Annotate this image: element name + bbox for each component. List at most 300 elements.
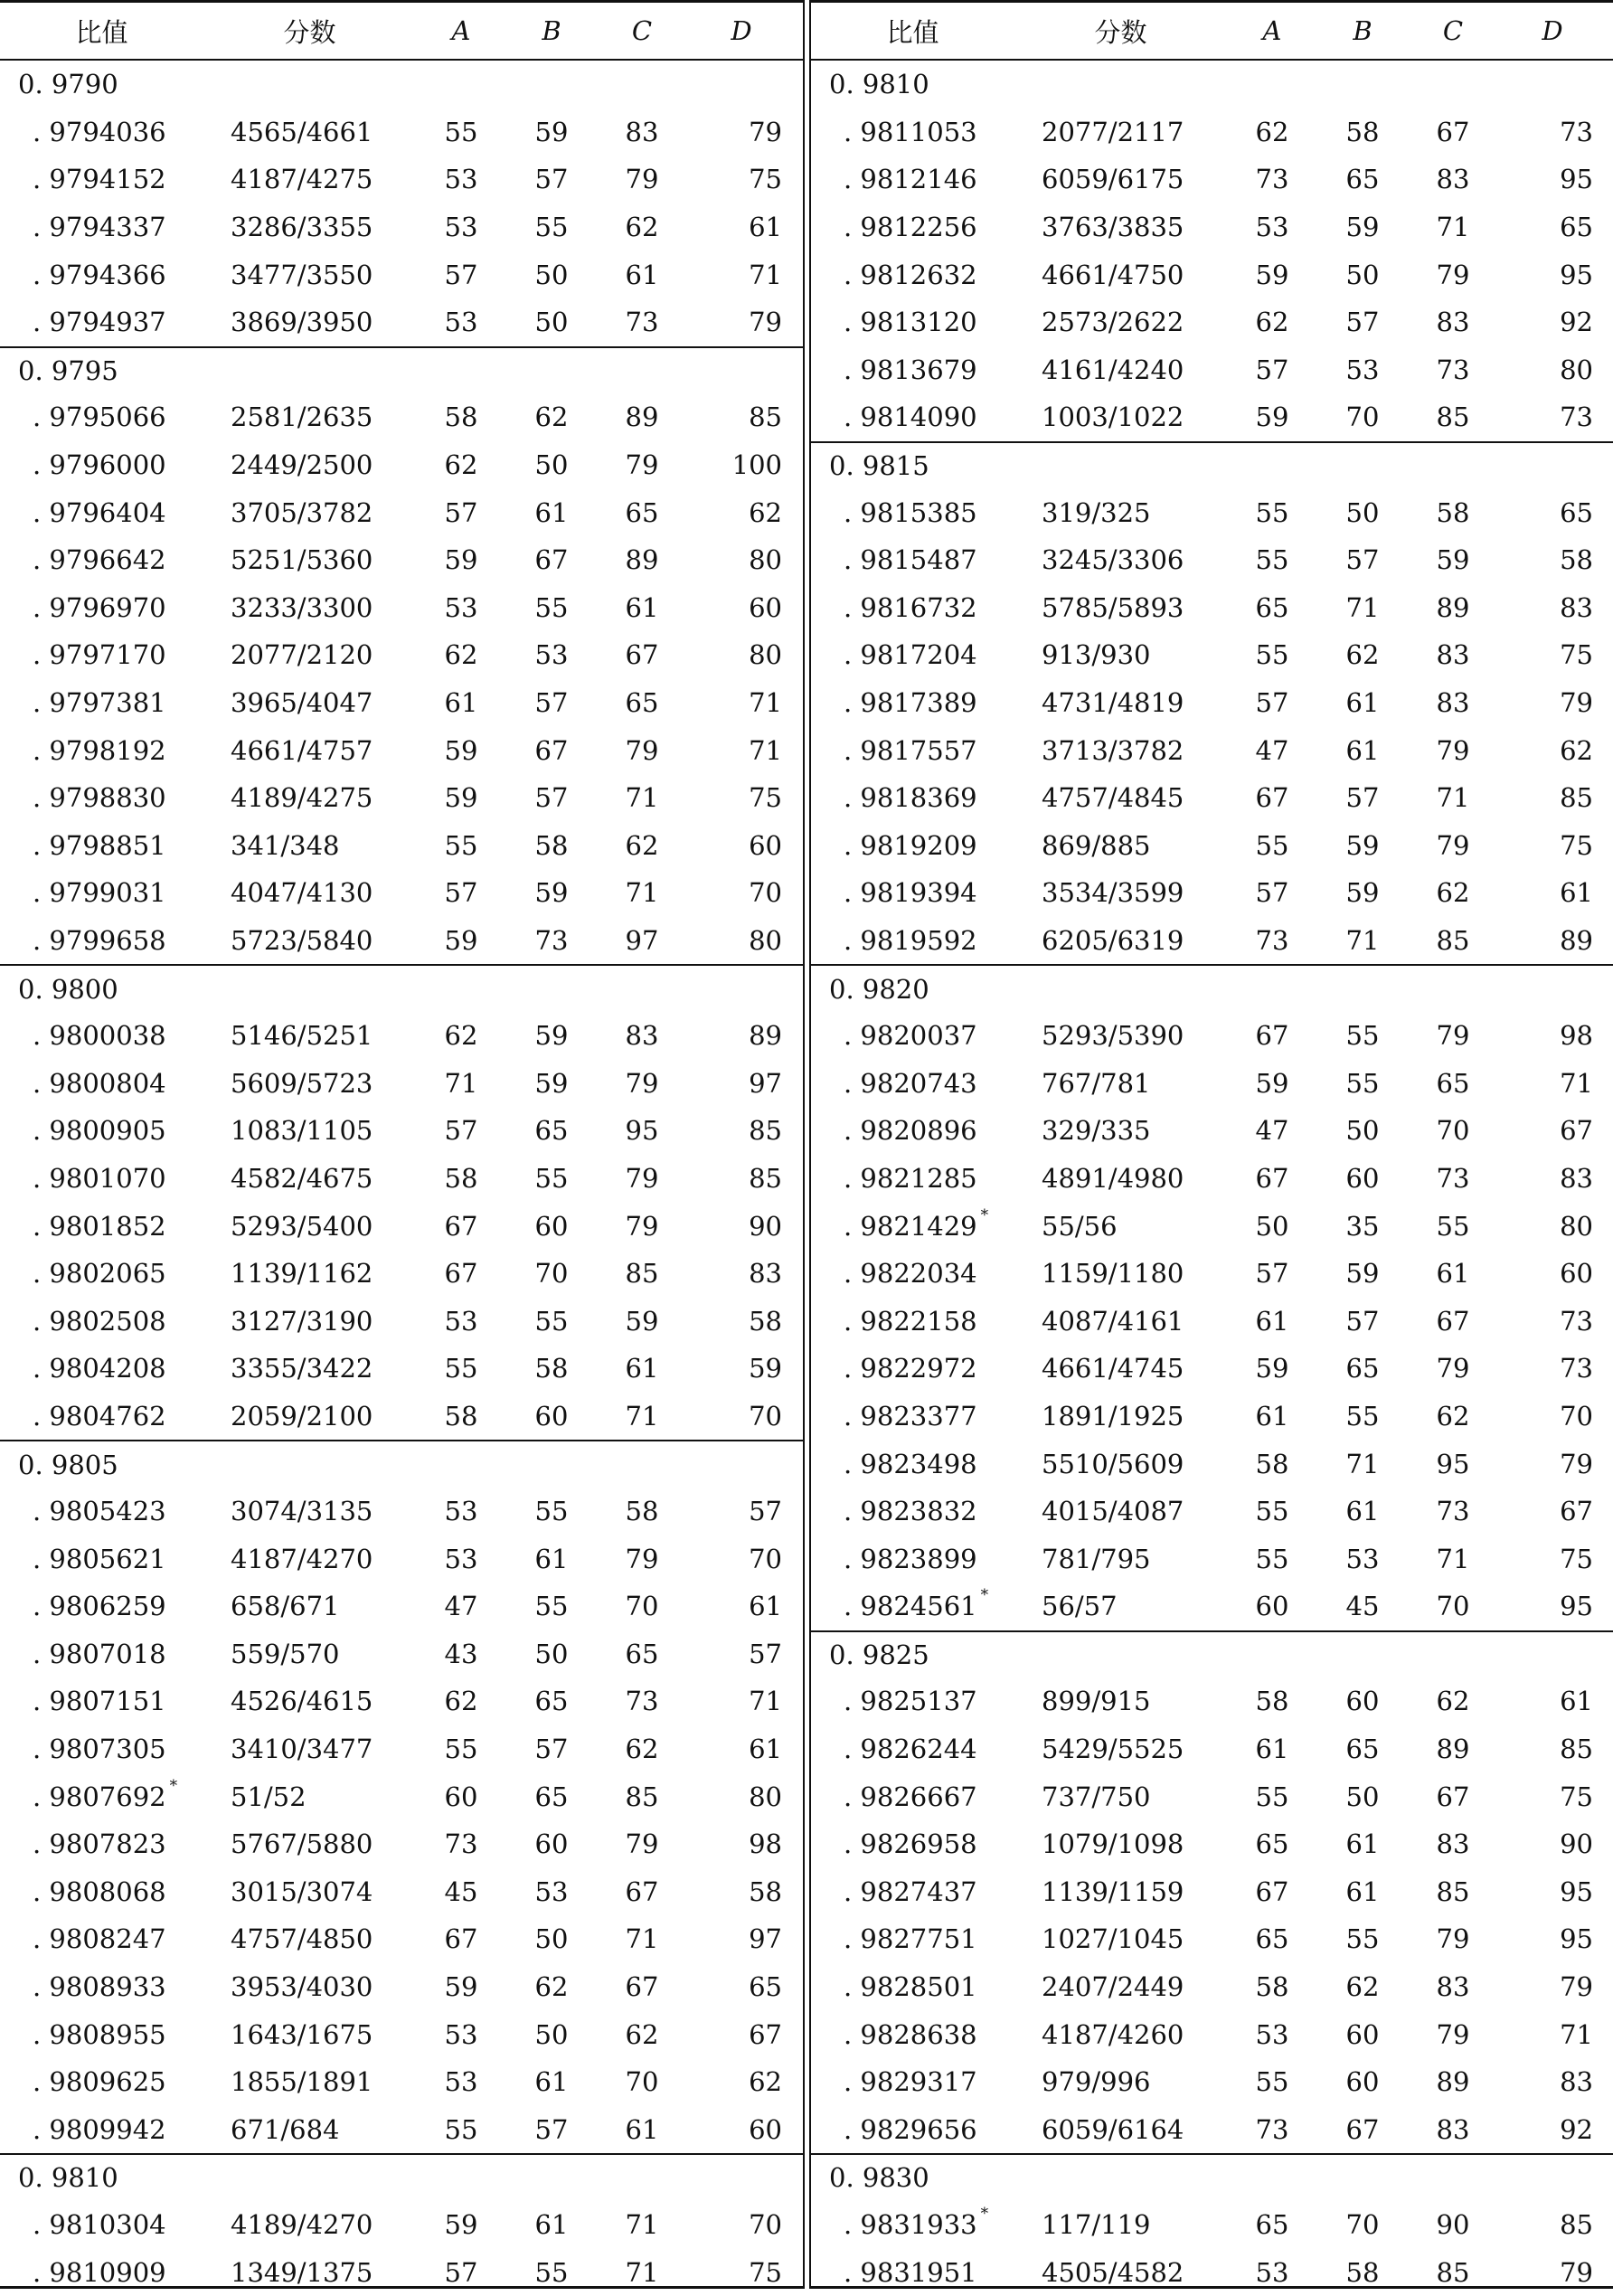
table-row: [0, 631, 803, 679]
a-cell: 55: [1255, 829, 1289, 861]
c-cell: 71: [625, 877, 659, 909]
ratio-value: . 9828638: [844, 2018, 977, 2050]
d-cell: 85: [1560, 782, 1593, 814]
b-cell: 67: [534, 544, 569, 576]
ratio-cell: [0, 109, 236, 156]
a-cell: 62: [1255, 307, 1289, 338]
ratio-cell: [811, 774, 1047, 822]
ratio-value: . 9819592: [844, 924, 977, 956]
header-d: D: [1542, 15, 1563, 46]
fraction-cell: 737/750: [1042, 1781, 1151, 1812]
fraction-cell: 4661/4757: [231, 734, 373, 766]
ratio-cell: [0, 2058, 236, 2106]
ratio-cell: [0, 536, 236, 584]
ratio-value: . 9812256: [844, 212, 977, 243]
ratio-cell: [811, 1868, 1047, 1916]
c-cell: 89: [1436, 1734, 1470, 1765]
table-row: [811, 631, 1613, 679]
c-cell: 67: [625, 639, 659, 671]
b-cell: 53: [1345, 354, 1380, 385]
ratio-value: . 9826958: [844, 1828, 977, 1860]
ratio-value: . 9807018: [33, 1638, 166, 1669]
table-row: [811, 584, 1613, 632]
table-row: [0, 1155, 803, 1203]
b-cell: 58: [534, 829, 569, 861]
ratio-cell: [0, 1772, 236, 1820]
group-row: [811, 1630, 1613, 1678]
ratio-cell: [0, 1393, 236, 1441]
ratio-value: . 9794937: [33, 307, 166, 338]
fraction-cell: 341/348: [231, 829, 340, 861]
fraction-cell: 4505/4582: [1042, 2256, 1184, 2288]
b-cell: 50: [534, 259, 569, 290]
ratio-cell: [0, 584, 236, 632]
table-row: [0, 1820, 803, 1868]
d-cell: 89: [1560, 924, 1593, 956]
d-cell: 95: [1560, 1923, 1593, 1955]
b-cell: 71: [1345, 1448, 1380, 1479]
ratio-value: . 9800804: [33, 1067, 166, 1099]
ratio-value: . 9794152: [33, 164, 166, 195]
ratio-value: . 9822972: [844, 1353, 977, 1384]
table-row: [811, 298, 1613, 346]
ratio-cell: [811, 869, 1047, 917]
c-cell: 67: [1436, 1781, 1470, 1812]
fraction-cell: 3127/3190: [231, 1305, 373, 1337]
ratio-cell: [0, 250, 236, 298]
ratio-value: . 9823498: [844, 1448, 977, 1479]
c-cell: 65: [625, 1638, 659, 1669]
ratio-value: . 9822034: [844, 1258, 977, 1290]
c-cell: 83: [1436, 687, 1470, 719]
d-cell: 60: [749, 591, 782, 623]
table-row: [0, 1297, 803, 1345]
group-row: [0, 2153, 803, 2201]
a-cell: 67: [1255, 1020, 1289, 1052]
c-cell: 79: [1436, 2018, 1470, 2050]
a-cell: 53: [444, 1305, 478, 1337]
d-cell: 75: [749, 164, 782, 195]
c-cell: 62: [1436, 877, 1470, 909]
ratio-cell: [0, 1297, 236, 1345]
c-cell: 79: [625, 449, 659, 481]
fraction-cell: 3410/3477: [231, 1734, 373, 1765]
a-cell: 67: [444, 1210, 478, 1242]
table-row: [811, 1535, 1613, 1583]
a-cell: 67: [444, 1258, 478, 1290]
fraction-cell: 319/325: [1042, 496, 1151, 528]
a-cell: 55: [1255, 1781, 1289, 1812]
b-cell: 70: [534, 1258, 569, 1290]
fraction-cell: 5609/5723: [231, 1067, 373, 1099]
ratio-cell: [0, 488, 236, 536]
fraction-cell: 4661/4750: [1042, 259, 1184, 290]
b-cell: 60: [534, 1828, 569, 1860]
fraction-cell: 899/915: [1042, 1686, 1151, 1717]
a-cell: 59: [1255, 1353, 1289, 1384]
a-cell: 60: [444, 1781, 478, 1812]
fraction-cell: 5723/5840: [231, 924, 373, 956]
b-cell: 57: [1345, 1305, 1380, 1337]
c-cell: 71: [625, 782, 659, 814]
d-cell: 60: [749, 829, 782, 861]
d-cell: 79: [1560, 1971, 1593, 2003]
d-cell: 79: [749, 116, 782, 147]
c-cell: 62: [625, 2018, 659, 2050]
group-row: [811, 61, 1613, 109]
ratio-cell: [0, 156, 236, 203]
a-cell: 53: [1255, 212, 1289, 243]
ratio-value: . 9808933: [33, 1971, 166, 2003]
table-row: [0, 2248, 803, 2296]
fraction-cell: 4047/4130: [231, 877, 373, 909]
c-cell: 83: [1436, 1971, 1470, 2003]
fraction-cell: 4189/4270: [231, 2209, 373, 2241]
ratio-cell: [811, 1535, 1047, 1583]
ratio-cell: [0, 1630, 236, 1678]
ratio-value: . 9826244: [844, 1734, 977, 1765]
b-cell: 55: [534, 1162, 569, 1194]
ratio-cell: [811, 156, 1047, 203]
table-row: [811, 203, 1613, 251]
b-cell: 71: [1345, 591, 1380, 623]
a-cell: 45: [444, 1876, 478, 1907]
a-cell: 53: [444, 2066, 478, 2098]
ratio-cell: [811, 1488, 1047, 1535]
group-label: 0. 9820: [829, 973, 929, 1005]
c-cell: 71: [1436, 212, 1470, 243]
d-cell: 62: [1560, 734, 1593, 766]
ratio-cell: [0, 2010, 236, 2058]
d-cell: 61: [1560, 1686, 1593, 1717]
ratio-cell: [0, 1820, 236, 1868]
header-fraction: 分数: [283, 16, 336, 48]
a-cell: 61: [1255, 1400, 1289, 1431]
ratio-value: . 9812146: [844, 164, 977, 195]
header-row: [811, 3, 1613, 61]
ratio-cell: [811, 1393, 1047, 1441]
ratio-cell: [0, 2201, 236, 2249]
c-cell: 73: [1436, 1162, 1470, 1194]
fraction-cell: 3953/4030: [231, 1971, 373, 2003]
d-cell: 71: [749, 687, 782, 719]
ratio-cell: [811, 1345, 1047, 1393]
ratio-value: . 9798830: [33, 782, 166, 814]
ratio-value: . 9796404: [33, 496, 166, 528]
table-row: [0, 1012, 803, 1060]
c-cell: 83: [1436, 1828, 1470, 1860]
ratio-value: . 9807823: [33, 1828, 166, 1860]
b-cell: 61: [534, 2066, 569, 2098]
ratio-value: . 9801070: [33, 1162, 166, 1194]
a-cell: 73: [1255, 924, 1289, 956]
a-cell: 62: [444, 639, 478, 671]
c-cell: 97: [625, 924, 659, 956]
fraction-cell: 4526/4615: [231, 1686, 373, 1717]
ratio-value: . 9821285: [844, 1162, 977, 1194]
b-cell: 50: [534, 307, 569, 338]
group-row: [811, 441, 1613, 489]
table-row: [811, 156, 1613, 203]
ratio-value: . 9794366: [33, 259, 166, 290]
ratio-value: . 9824561: [844, 1591, 977, 1622]
ratio-value: . 9809942: [33, 2113, 166, 2145]
fraction-cell: 767/781: [1042, 1067, 1151, 1099]
b-cell: 62: [534, 1971, 569, 2003]
fraction-cell: 1083/1105: [231, 1115, 373, 1147]
table-row: [811, 1155, 1613, 1203]
d-cell: 89: [749, 1020, 782, 1052]
a-cell: 58: [1255, 1686, 1289, 1717]
fraction-cell: 6059/6164: [1042, 2113, 1184, 2145]
b-cell: 60: [534, 1210, 569, 1242]
ratio-value: . 9811053: [844, 116, 977, 147]
table-row: [0, 1250, 803, 1298]
ratio-value: . 9807305: [33, 1734, 166, 1765]
ratio-value: . 9795066: [33, 402, 166, 433]
d-cell: 60: [1560, 1258, 1593, 1290]
b-cell: 61: [534, 1543, 569, 1574]
fraction-cell: 4757/4850: [231, 1923, 373, 1955]
b-cell: 55: [534, 591, 569, 623]
table-row: [0, 298, 803, 346]
ratio-value: . 9809625: [33, 2066, 166, 2098]
b-cell: 62: [1345, 639, 1380, 671]
d-cell: 85: [1560, 1734, 1593, 1765]
a-cell: 67: [1255, 1876, 1289, 1907]
header-fraction: 分数: [1094, 16, 1147, 48]
ratio-value: . 9807151: [33, 1686, 166, 1717]
ratio-value: . 9813679: [844, 354, 977, 385]
a-cell: 73: [444, 1828, 478, 1860]
table-row: [0, 1059, 803, 1107]
ratio-cell: [0, 631, 236, 679]
ratio-cell: [0, 917, 236, 965]
a-cell: 55: [444, 116, 478, 147]
ratio-cell: [811, 726, 1047, 774]
a-cell: 59: [1255, 259, 1289, 290]
table-row: [811, 1345, 1613, 1393]
ratio-cell: [0, 1488, 236, 1535]
c-cell: 79: [625, 164, 659, 195]
ratio-cell: [0, 203, 236, 251]
fraction-cell: 2077/2120: [231, 639, 373, 671]
d-cell: 57: [749, 1638, 782, 1669]
a-cell: 57: [444, 259, 478, 290]
fraction-cell: 2581/2635: [231, 402, 373, 433]
fraction-cell: 1139/1162: [231, 1258, 373, 1290]
a-cell: 60: [1255, 1591, 1289, 1622]
group-label: 0. 9810: [18, 2162, 118, 2194]
d-cell: 59: [749, 1353, 782, 1384]
fraction-cell: 1891/1925: [1042, 1400, 1184, 1431]
d-cell: 75: [1560, 829, 1593, 861]
table-row: [811, 2106, 1613, 2154]
ratio-value: . 9816732: [844, 591, 977, 623]
ratio-value: . 9805423: [33, 1496, 166, 1527]
fraction-cell: 658/671: [231, 1591, 340, 1622]
c-cell: 73: [625, 1686, 659, 1717]
a-cell: 43: [444, 1638, 478, 1669]
table-row: [0, 2201, 803, 2249]
fraction-cell: 4087/4161: [1042, 1305, 1184, 1337]
header-ratio: 比值: [886, 16, 939, 48]
ratio-cell: [811, 1820, 1047, 1868]
ratio-value: . 9818369: [844, 782, 977, 814]
a-cell: 55: [444, 2113, 478, 2145]
ratio-cell: [811, 631, 1047, 679]
ratio-value: . 9814090: [844, 402, 977, 433]
group-label: 0. 9815: [829, 450, 929, 482]
ratio-value: . 9806259: [33, 1591, 166, 1622]
c-cell: 73: [625, 307, 659, 338]
ratio-cell: [811, 1202, 1047, 1250]
header-a: A: [1262, 15, 1282, 46]
a-cell: 57: [1255, 877, 1289, 909]
fraction-cell: 1643/1675: [231, 2018, 373, 2050]
fraction-cell: 5293/5390: [1042, 1020, 1184, 1052]
c-cell: 71: [625, 1400, 659, 1431]
c-cell: 62: [1436, 1686, 1470, 1717]
table-row: [811, 1772, 1613, 1820]
fraction-cell: 2059/2100: [231, 1400, 373, 1431]
c-cell: 85: [625, 1781, 659, 1812]
a-cell: 62: [444, 449, 478, 481]
c-cell: 73: [1436, 354, 1470, 385]
b-cell: 55: [534, 212, 569, 243]
a-cell: 62: [444, 1686, 478, 1717]
d-cell: 67: [749, 2018, 782, 2050]
ratio-cell: [811, 1677, 1047, 1725]
table-row: [0, 393, 803, 441]
a-cell: 58: [444, 1400, 478, 1431]
ratio-value: . 9805621: [33, 1543, 166, 1574]
c-cell: 67: [625, 1971, 659, 2003]
ratio-cell: [0, 726, 236, 774]
table-row: [811, 1440, 1613, 1488]
ratio-cell: [811, 1583, 1047, 1630]
header-c: C: [1442, 15, 1464, 46]
table-row: [0, 2106, 803, 2154]
a-cell: 58: [1255, 1448, 1289, 1479]
b-cell: 61: [534, 496, 569, 528]
ratio-cell: [811, 488, 1047, 536]
ratio-value: . 9794337: [33, 212, 166, 243]
a-cell: 59: [444, 734, 478, 766]
d-cell: 92: [1560, 2113, 1593, 2145]
d-cell: 98: [749, 1828, 782, 1860]
a-cell: 61: [444, 687, 478, 719]
fraction-cell: 4187/4270: [231, 1543, 373, 1574]
group-row: [0, 1440, 803, 1488]
a-cell: 53: [444, 1543, 478, 1574]
d-cell: 100: [731, 449, 782, 481]
fraction-cell: 4661/4745: [1042, 1353, 1184, 1384]
b-cell: 71: [1345, 924, 1380, 956]
ratio-value: . 9826667: [844, 1781, 977, 1812]
a-cell: 57: [1255, 354, 1289, 385]
d-cell: 71: [1560, 1067, 1593, 1099]
ratio-value: . 9797170: [33, 639, 166, 671]
fraction-cell: 1003/1022: [1042, 402, 1184, 433]
c-cell: 62: [625, 212, 659, 243]
c-cell: 61: [1436, 1258, 1470, 1290]
b-cell: 67: [1345, 2113, 1380, 2145]
table-row: [811, 250, 1613, 298]
b-cell: 61: [534, 2209, 569, 2241]
fraction-cell: 3074/3135: [231, 1496, 373, 1527]
ratio-value: . 9802508: [33, 1305, 166, 1337]
fraction-cell: 559/570: [231, 1638, 340, 1669]
d-cell: 65: [749, 1971, 782, 2003]
ratio-value: . 9815385: [844, 496, 977, 528]
b-cell: 50: [534, 1923, 569, 1955]
c-cell: 83: [1436, 307, 1470, 338]
b-cell: 60: [1345, 2018, 1380, 2050]
a-cell: 59: [1255, 402, 1289, 433]
fraction-cell: 56/57: [1042, 1591, 1118, 1622]
ratio-cell: [0, 2106, 236, 2154]
a-cell: 62: [1255, 116, 1289, 147]
d-cell: 79: [1560, 1448, 1593, 1479]
b-cell: 55: [1345, 1067, 1380, 1099]
ratio-value: . 9820896: [844, 1115, 977, 1147]
ratio-value: . 9794036: [33, 116, 166, 147]
ratio-value: . 9796970: [33, 591, 166, 623]
d-cell: 73: [1560, 116, 1593, 147]
d-cell: 70: [749, 1400, 782, 1431]
b-cell: 60: [534, 1400, 569, 1431]
table-row: [811, 1963, 1613, 2011]
c-cell: 79: [1436, 734, 1470, 766]
d-cell: 62: [749, 2066, 782, 2098]
a-cell: 53: [444, 307, 478, 338]
group-label: 0. 9805: [18, 1449, 118, 1480]
a-cell: 57: [444, 2256, 478, 2288]
table-row: [811, 774, 1613, 822]
fraction-cell: 3015/3074: [231, 1876, 373, 1907]
ratio-value: . 9799658: [33, 924, 166, 956]
table-row: [0, 1963, 803, 2011]
a-cell: 55: [1255, 544, 1289, 576]
a-cell: 53: [444, 591, 478, 623]
d-cell: 80: [1560, 1210, 1593, 1242]
ratio-cell: [0, 393, 236, 441]
ratio-cell: [0, 1583, 236, 1630]
fraction-cell: 1855/1891: [231, 2066, 373, 2098]
ratio-value: . 9827751: [844, 1923, 977, 1955]
fraction-cell: 2407/2449: [1042, 1971, 1184, 2003]
ratio-cell: [811, 1772, 1047, 1820]
ratio-value: . 9819394: [844, 877, 977, 909]
d-cell: 57: [749, 1496, 782, 1527]
a-cell: 59: [444, 924, 478, 956]
table-row: [811, 1202, 1613, 1250]
table-row: [0, 441, 803, 489]
table-row: [811, 822, 1613, 870]
c-cell: 67: [1436, 1305, 1470, 1337]
c-cell: 79: [1436, 829, 1470, 861]
table-row: [811, 1393, 1613, 1441]
b-cell: 50: [534, 1638, 569, 1669]
a-cell: 58: [444, 402, 478, 433]
a-cell: 65: [1255, 2209, 1289, 2241]
fraction-cell: 3713/3782: [1042, 734, 1184, 766]
header-b: B: [1353, 15, 1372, 46]
ratio-value: . 9807692: [33, 1781, 166, 1812]
b-cell: 55: [1345, 1400, 1380, 1431]
c-cell: 58: [1436, 496, 1470, 528]
